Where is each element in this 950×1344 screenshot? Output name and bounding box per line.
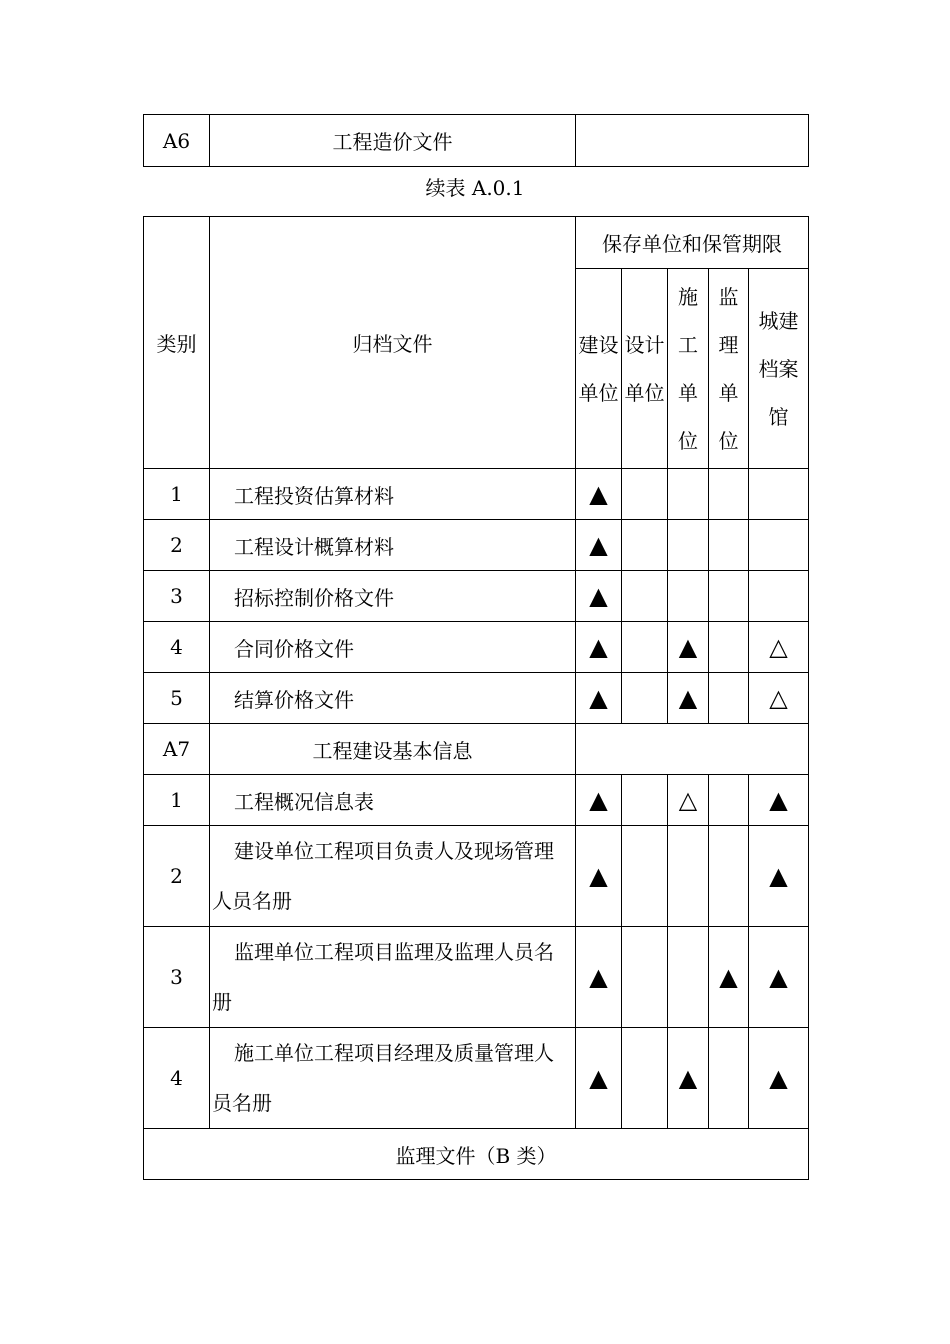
- mark-contractor: [668, 571, 709, 622]
- mark-builder: ▲: [576, 622, 622, 673]
- table-row: [144, 571, 809, 622]
- empty-cell: [576, 724, 809, 775]
- mark-archive: ▲: [749, 775, 809, 826]
- mark-builder: ▲: [576, 571, 622, 622]
- header-col-designer: 设计 单位: [622, 269, 668, 469]
- row-number: 2: [144, 826, 210, 927]
- mark-builder: ▲: [576, 775, 622, 826]
- header-docs: 归档文件: [210, 217, 576, 469]
- category-code: A7: [144, 724, 210, 775]
- mark-designer: [622, 775, 668, 826]
- row-doc-name: 施工单位工程项目经理及质量管理人员名册: [210, 1028, 576, 1129]
- mark-contractor: ▲: [668, 1028, 709, 1129]
- row-number: 2: [144, 520, 210, 571]
- a6-header-table: [143, 114, 809, 167]
- row-number: 4: [144, 622, 210, 673]
- mark-designer: [622, 520, 668, 571]
- header-category: 类别: [144, 217, 210, 469]
- mark-contractor: [668, 927, 709, 1028]
- mark-builder: ▲: [576, 520, 622, 571]
- header-group: 保存单位和保管期限: [576, 217, 809, 269]
- row-doc-name: 工程设计概算材料: [210, 520, 576, 571]
- mark-archive: [749, 571, 809, 622]
- row-number: 4: [144, 1028, 210, 1129]
- mark-contractor: [668, 520, 709, 571]
- row-number: 3: [144, 927, 210, 1028]
- footer-row: [144, 1129, 809, 1180]
- mark-archive: △: [749, 673, 809, 724]
- mark-designer: [622, 571, 668, 622]
- mark-contractor: [668, 469, 709, 520]
- row-number: 5: [144, 673, 210, 724]
- row-doc-name: 招标控制价格文件: [210, 571, 576, 622]
- row-doc-name: 监理单位工程项目监理及监理人员名册: [210, 927, 576, 1028]
- mark-designer: [622, 927, 668, 1028]
- mark-archive: △: [749, 622, 809, 673]
- mark-contractor: ▲: [668, 673, 709, 724]
- row-number: 3: [144, 571, 210, 622]
- mark-archive: ▲: [749, 1028, 809, 1129]
- mark-supervisor: [709, 571, 749, 622]
- empty-cell: [576, 115, 809, 167]
- mark-designer: [622, 469, 668, 520]
- mark-archive: [749, 520, 809, 571]
- mark-supervisor: [709, 622, 749, 673]
- mark-builder: ▲: [576, 927, 622, 1028]
- row-number: 1: [144, 469, 210, 520]
- mark-supervisor: [709, 1028, 749, 1129]
- table-row: [144, 826, 809, 927]
- category-name: 工程造价文件: [210, 115, 576, 167]
- mark-contractor: [668, 826, 709, 927]
- mark-contractor: ▲: [668, 622, 709, 673]
- mark-contractor: △: [668, 775, 709, 826]
- mark-supervisor: [709, 826, 749, 927]
- header-col-builder: 建设 单位: [576, 269, 622, 469]
- mark-designer: [622, 622, 668, 673]
- mark-supervisor: [709, 775, 749, 826]
- mark-builder: ▲: [576, 673, 622, 724]
- table-row: [144, 469, 809, 520]
- category-code: A6: [144, 115, 210, 167]
- row-doc-name: 结算价格文件: [210, 673, 576, 724]
- header-row: [144, 217, 809, 269]
- category-row: [144, 724, 809, 775]
- table-row: [144, 673, 809, 724]
- row-doc-name: 工程概况信息表: [210, 775, 576, 826]
- table-row: [144, 775, 809, 826]
- header-col-archive: 城建 档案 馆: [749, 269, 809, 469]
- mark-supervisor: ▲: [709, 927, 749, 1028]
- mark-builder: ▲: [576, 1028, 622, 1129]
- mark-designer: [622, 826, 668, 927]
- table-row: [144, 1028, 809, 1129]
- row-number: 1: [144, 775, 210, 826]
- mark-designer: [622, 673, 668, 724]
- table-row: [144, 520, 809, 571]
- mark-archive: [749, 469, 809, 520]
- table-row: [144, 927, 809, 1028]
- mark-builder: ▲: [576, 469, 622, 520]
- mark-archive: ▲: [749, 826, 809, 927]
- mark-designer: [622, 1028, 668, 1129]
- table-title: 续表 A.0.1: [425, 176, 525, 200]
- archive-table: [143, 216, 809, 1180]
- category-name: 工程建设基本信息: [210, 724, 576, 775]
- mark-archive: ▲: [749, 927, 809, 1028]
- mark-supervisor: [709, 520, 749, 571]
- section-footer: 监理文件（B 类）: [144, 1129, 809, 1180]
- row-doc-name: 合同价格文件: [210, 622, 576, 673]
- header-col-contractor: 施 工 单 位: [668, 269, 709, 469]
- row-doc-name: 建设单位工程项目负责人及现场管理人员名册: [210, 826, 576, 927]
- mark-builder: ▲: [576, 826, 622, 927]
- header-col-supervisor: 监 理 单 位: [709, 269, 749, 469]
- row-doc-name: 工程投资估算材料: [210, 469, 576, 520]
- table-row: [144, 622, 809, 673]
- mark-supervisor: [709, 673, 749, 724]
- mark-supervisor: [709, 469, 749, 520]
